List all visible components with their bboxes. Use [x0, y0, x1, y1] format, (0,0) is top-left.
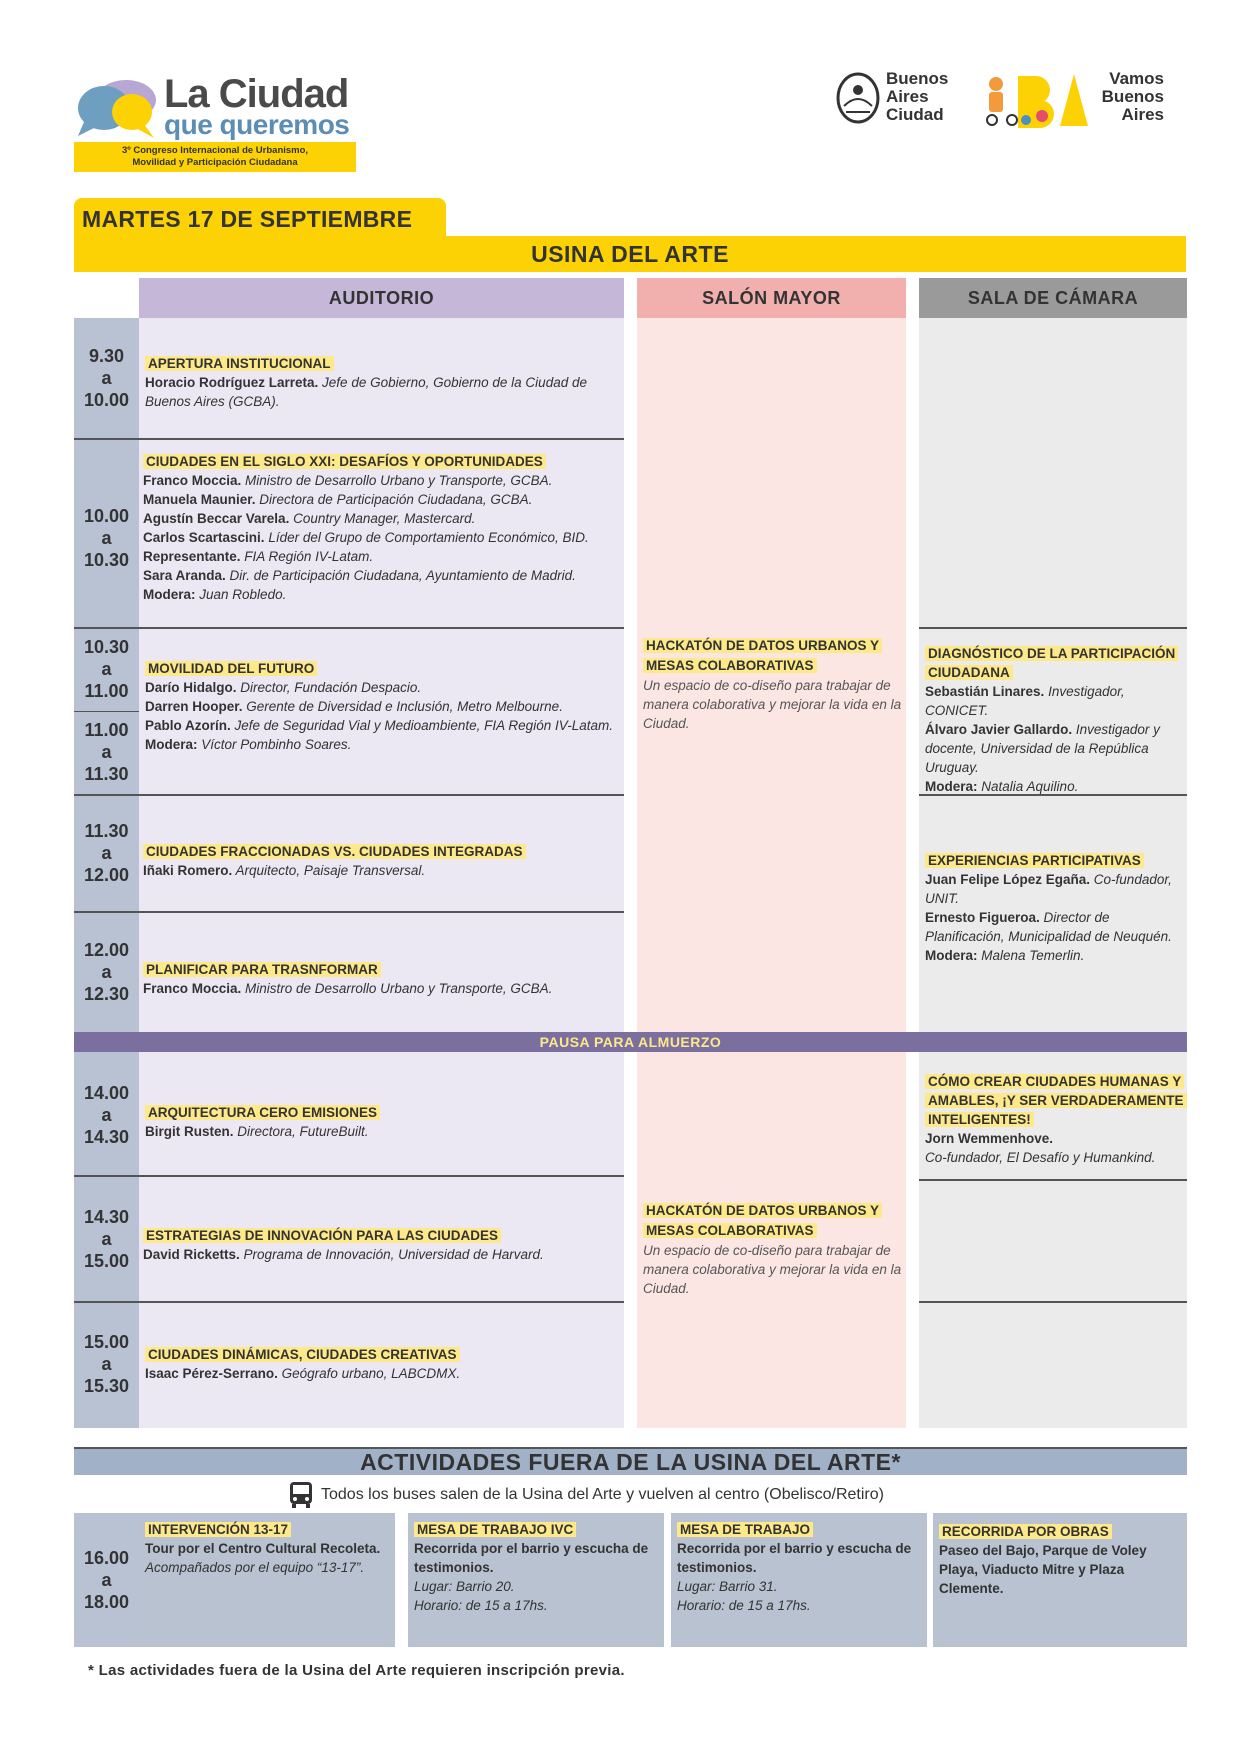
- session-description: Un espacio de co-diseño para trabajar de manera colaborativa y mejorar la vida en la Ciudad.: [643, 678, 902, 731]
- speaker-role: Líder del Grupo de Comportamiento Económico, BID.: [264, 530, 589, 545]
- logo-subtitle-line2: Movilidad y Participación Ciudadana: [132, 157, 298, 168]
- footnote: * Las actividades fuera de la Usina del Arte requieren inscripción previa.: [88, 1662, 625, 1679]
- bus-note-text: Todos los buses salen de la Usina del Arte y vuelven al centro (Obelisco/Retiro): [321, 1486, 884, 1503]
- speaker-role: Director de Planificación, Municipalidad de Neuquén.: [925, 910, 1172, 944]
- speaker-role: Directora de Participación Ciudadana, GCBA.: [255, 492, 533, 507]
- bus-note: [288, 1481, 1088, 1509]
- session-title-text: DIAGNÓSTICO DE LA PARTICIPACIÓN CIUDADANA: [925, 646, 1178, 680]
- row-divider: [919, 1301, 1187, 1303]
- session-title-text: CÓMO CREAR CIUDADES HUMANAS Y AMABLES, ¡Y SER VERDADERAMENTE INTELIGENTES!: [925, 1074, 1187, 1127]
- speaker-name: Birgit Rusten.: [145, 1124, 234, 1139]
- speaker-name: Carlos Scartascini.: [143, 530, 265, 545]
- speaker-name: Agustín Beccar Varela.: [143, 511, 290, 526]
- speaker-name: Juan Felipe López Egaña.: [925, 872, 1091, 887]
- speaker-line: [925, 1148, 1187, 1167]
- session-title: [143, 960, 619, 979]
- room-header-sala-camara: SALA DE CÁMARA: [919, 278, 1187, 318]
- session-title-text: ARQUITECTURA CERO EMISIONES: [145, 1105, 380, 1120]
- ba-ciudad-logo: [836, 70, 966, 128]
- auditorio-session: [143, 960, 619, 998]
- speaker-role: Jefe de Gobierno, Gobierno de la Ciudad de Buenos Aires (GCBA).: [145, 375, 587, 409]
- speaker-line: [145, 1122, 619, 1141]
- activity-title-text: MESA DE TRABAJO: [677, 1522, 813, 1537]
- session-title-text: CIUDADES DINÁMICAS, CIUDADES CREATIVAS: [145, 1347, 460, 1362]
- row-divider: [74, 627, 624, 629]
- row-divider: [919, 627, 1187, 629]
- speaker-name: Modera:: [925, 779, 978, 794]
- speaker-line: [925, 908, 1185, 946]
- activity-note: Horario: de 15 a 17hs.: [677, 1598, 811, 1613]
- speaker-name: Representante.: [143, 549, 241, 564]
- speaker-line: [145, 735, 619, 754]
- speaker-line: [143, 566, 619, 585]
- vamos-logo-text: Vamos Buenos Aires: [1101, 69, 1164, 124]
- speaker-role: Geógrafo urbano, LABCDMX.: [277, 1366, 461, 1381]
- activity-title-text: RECORRIDA POR OBRAS: [939, 1524, 1112, 1539]
- city-seal-icon: [836, 72, 880, 124]
- speaker-line: [143, 979, 619, 998]
- speaker-line: [925, 1129, 1187, 1148]
- logo-title-line2: que queremos: [164, 109, 350, 140]
- activity-note: Horario: de 15 a 17hs.: [414, 1598, 548, 1613]
- speaker-line: [143, 1245, 619, 1264]
- activity-title: [939, 1522, 1184, 1541]
- session-title-text: CIUDADES EN EL SIGLO XXI: DESAFÍOS Y OPORTUNIDADES: [143, 454, 546, 469]
- speaker-name: Pablo Azorín.: [145, 718, 231, 733]
- speaker-role: Co-fundador, El Desafío y Humankind.: [925, 1150, 1156, 1165]
- speaker-line: [143, 471, 619, 490]
- speaker-line: [143, 547, 619, 566]
- session-title: [145, 1345, 619, 1364]
- row-divider: [74, 1175, 624, 1177]
- activity-title: [414, 1520, 659, 1539]
- session-description: Un espacio de co-diseño para trabajar de manera colaborativa y mejorar la vida en la Ciudad.: [643, 1243, 902, 1296]
- speaker-role: Malena Temerlin.: [977, 948, 1085, 963]
- session-title: [145, 1103, 619, 1122]
- outside-activity: [145, 1520, 390, 1577]
- activity-title-text: INTERVENCIÓN 13-17: [145, 1522, 291, 1537]
- speaker-line: [925, 870, 1185, 908]
- speaker-role: Directora, FutureBuilt.: [233, 1124, 369, 1139]
- lunch-break-bar: PAUSA PARA ALMUERZO: [74, 1032, 1187, 1052]
- ba-logo-text: Buenos Aires Ciudad: [886, 69, 949, 124]
- speaker-name: Darío Hidalgo.: [145, 680, 237, 695]
- outside-activity: [677, 1520, 922, 1615]
- speaker-role: Programa de Innovación, Universidad de Harvard.: [239, 1247, 544, 1262]
- speaker-role: Investigador y docente, Universidad de la República Uruguay.: [925, 722, 1160, 775]
- speaker-line: [925, 777, 1185, 796]
- session-title-text: PLANIFICAR PARA TRASNFORMAR: [143, 962, 381, 977]
- row-divider: [74, 438, 624, 440]
- speaker-role: Gerente de Diversidad e Inclusión, Metro Melbourne.: [242, 699, 563, 714]
- speaker-line: [145, 697, 619, 716]
- speaker-role: FIA Región IV-Latam.: [240, 549, 374, 564]
- speaker-line: [925, 682, 1185, 720]
- time-slot-2: 10.00 a 10.30: [83, 506, 130, 570]
- auditorio-session: [145, 354, 619, 411]
- session-title: [145, 354, 619, 373]
- speaker-name: Modera:: [143, 587, 196, 602]
- activity-detail: Paseo del Bajo, Parque de Voley Playa, Viaducto Mitre y Plaza Clemente.: [939, 1543, 1147, 1596]
- activity-note: Lugar: Barrio 20.: [414, 1579, 515, 1594]
- room-header-salon-mayor: SALÓN MAYOR: [637, 278, 906, 318]
- activity-title: [145, 1520, 390, 1539]
- activity-note: Lugar: Barrio 31.: [677, 1579, 778, 1594]
- session-title: [145, 659, 619, 678]
- time-divider-thin: [74, 711, 139, 712]
- logo-title-line1: La Ciudad: [164, 72, 349, 116]
- speaker-name: Jorn Wemmenhove.: [925, 1131, 1054, 1146]
- session-title-text: CIUDADES FRACCIONADAS VS. CIUDADES INTEGRADAS: [143, 844, 526, 859]
- camara-session: [925, 644, 1185, 796]
- session-title: [643, 636, 905, 676]
- activity-detail: Recorrida por el barrio y escucha de testimonios.: [677, 1541, 912, 1575]
- speaker-name: Sebastián Linares.: [925, 684, 1045, 699]
- time-slot-1: 9.30 a 10.00: [83, 346, 130, 410]
- speaker-name: Horacio Rodríguez Larreta.: [145, 375, 319, 390]
- speaker-line: [143, 490, 619, 509]
- speaker-role: Natalia Aquilino.: [977, 779, 1079, 794]
- speaker-line: [925, 720, 1185, 777]
- speaker-name: Iñaki Romero.: [143, 863, 233, 878]
- auditorio-session: [145, 659, 619, 754]
- outside-activity: [414, 1520, 659, 1615]
- speaker-role: Arquitecto, Paisaje Transversal.: [232, 863, 426, 878]
- speaker-name: Franco Moccia.: [143, 981, 242, 996]
- auditorio-session: [143, 452, 619, 604]
- session-title-text: MOVILIDAD DEL FUTURO: [145, 661, 317, 676]
- auditorio-session: [145, 1345, 619, 1383]
- speaker-line: [143, 585, 619, 604]
- time-slot-3: 10.30 a 11.00: [83, 637, 130, 701]
- session-title-text: APERTURA INSTITUCIONAL: [145, 356, 334, 371]
- activity-title-text: MESA DE TRABAJO IVC: [414, 1522, 576, 1537]
- row-divider: [74, 794, 624, 796]
- speaker-name: David Ricketts.: [143, 1247, 240, 1262]
- time-slot-8: 14.30 a 15.00: [83, 1207, 130, 1271]
- session-title: [925, 851, 1185, 870]
- time-slot-9: 15.00 a 15.30: [83, 1332, 130, 1396]
- logo-subtitle-line1: 3º Congreso Internacional de Urbanismo,: [121, 145, 309, 156]
- session-title: [143, 452, 619, 471]
- speaker-line: [143, 509, 619, 528]
- room-header-auditorio: AUDITORIO: [139, 278, 624, 318]
- bus-icon: [288, 1481, 314, 1509]
- congress-subtitle-band: [74, 142, 356, 172]
- outside-time-slot: 16.00 a 18.00: [74, 1513, 139, 1647]
- speaker-name: Franco Moccia.: [143, 473, 242, 488]
- time-slot-5: 11.30 a 12.00: [83, 821, 130, 885]
- speaker-role: Investigador, CONICET.: [925, 684, 1125, 718]
- time-slot-6: 12.00 a 12.30: [83, 940, 130, 1004]
- speaker-name: Modera:: [145, 737, 198, 752]
- speaker-role: Country Manager, Mastercard.: [289, 511, 476, 526]
- salon-session: [643, 1201, 905, 1298]
- speaker-role: Jefe de Seguridad Vial y Medioambiente, FIA Región IV-Latam.: [230, 718, 613, 733]
- activity-detail: Tour por el Centro Cultural Recoleta.: [145, 1541, 381, 1556]
- speaker-line: [145, 373, 619, 411]
- session-title-text: HACKATÓN DE DATOS URBANOS Y MESAS COLABORATIVAS: [643, 638, 882, 673]
- speaker-line: [145, 1364, 619, 1383]
- row-divider: [74, 1301, 624, 1303]
- speaker-role: Juan Robledo.: [195, 587, 287, 602]
- activity-title: [677, 1520, 922, 1539]
- camara-session: [925, 1072, 1187, 1167]
- speaker-role: Dir. de Participación Ciudadana, Ayuntamiento de Madrid.: [225, 568, 576, 583]
- activity-note: Acompañados por el equipo “13-17”.: [145, 1560, 365, 1575]
- speaker-line: [145, 678, 619, 697]
- auditorio-session: [143, 842, 619, 880]
- salon-session: [643, 636, 905, 733]
- session-title-text: HACKATÓN DE DATOS URBANOS Y MESAS COLABORATIVAS: [643, 1203, 882, 1238]
- speaker-role: Ministro de Desarrollo Urbano y Transporte, GCBA.: [241, 981, 553, 996]
- auditorio-session: [143, 1226, 619, 1264]
- speaker-name: Darren Hooper.: [145, 699, 243, 714]
- outside-activity: [939, 1522, 1184, 1598]
- speaker-name: Sara Aranda.: [143, 568, 226, 583]
- speaker-role: Co-fundador, UNIT.: [925, 872, 1172, 906]
- speaker-role: Director, Fundación Despacio.: [236, 680, 422, 695]
- speaker-name: Ernesto Figueroa.: [925, 910, 1040, 925]
- speech-bubbles-icon: [74, 78, 160, 142]
- speaker-name: Modera:: [925, 948, 978, 963]
- speaker-line: [143, 528, 619, 547]
- speaker-name: Álvaro Javier Gallardo.: [925, 722, 1073, 737]
- camara-session: [925, 851, 1185, 965]
- ba-mascot-icon: [982, 70, 1102, 128]
- session-title: [143, 842, 619, 861]
- speaker-name: Isaac Pérez-Serrano.: [145, 1366, 278, 1381]
- row-divider: [74, 911, 624, 913]
- session-title: [925, 644, 1185, 682]
- session-title-text: ESTRATEGIAS DE INNOVACIÓN PARA LAS CIUDADES: [143, 1228, 501, 1243]
- speaker-role: Ministro de Desarrollo Urbano y Transporte, GCBA.: [241, 473, 553, 488]
- activity-detail: Recorrida por el barrio y escucha de testimonios.: [414, 1541, 649, 1575]
- time-slot-7: 14.00 a 14.30: [83, 1083, 130, 1147]
- time-slot-4: 11.00 a 11.30: [84, 720, 129, 784]
- session-title: [925, 1072, 1187, 1129]
- auditorio-session: [145, 1103, 619, 1141]
- speaker-line: [145, 716, 619, 735]
- outside-activities-title: ACTIVIDADES FUERA DE LA USINA DEL ARTE*: [74, 1447, 1187, 1475]
- venue-banner: USINA DEL ARTE: [74, 236, 1186, 272]
- date-tab: MARTES 17 DE SEPTIEMBRE: [74, 198, 446, 240]
- row-divider: [919, 1179, 1187, 1181]
- vamos-buenos-aires-logo: [982, 70, 1182, 128]
- speaker-line: [143, 861, 619, 880]
- session-title-text: EXPERIENCIAS PARTICIPATIVAS: [925, 853, 1144, 868]
- speaker-name: Manuela Maunier.: [143, 492, 256, 507]
- speaker-line: [925, 946, 1185, 965]
- session-title: [643, 1201, 905, 1241]
- speaker-role: Víctor Pombinho Soares.: [197, 737, 352, 752]
- session-title: [143, 1226, 619, 1245]
